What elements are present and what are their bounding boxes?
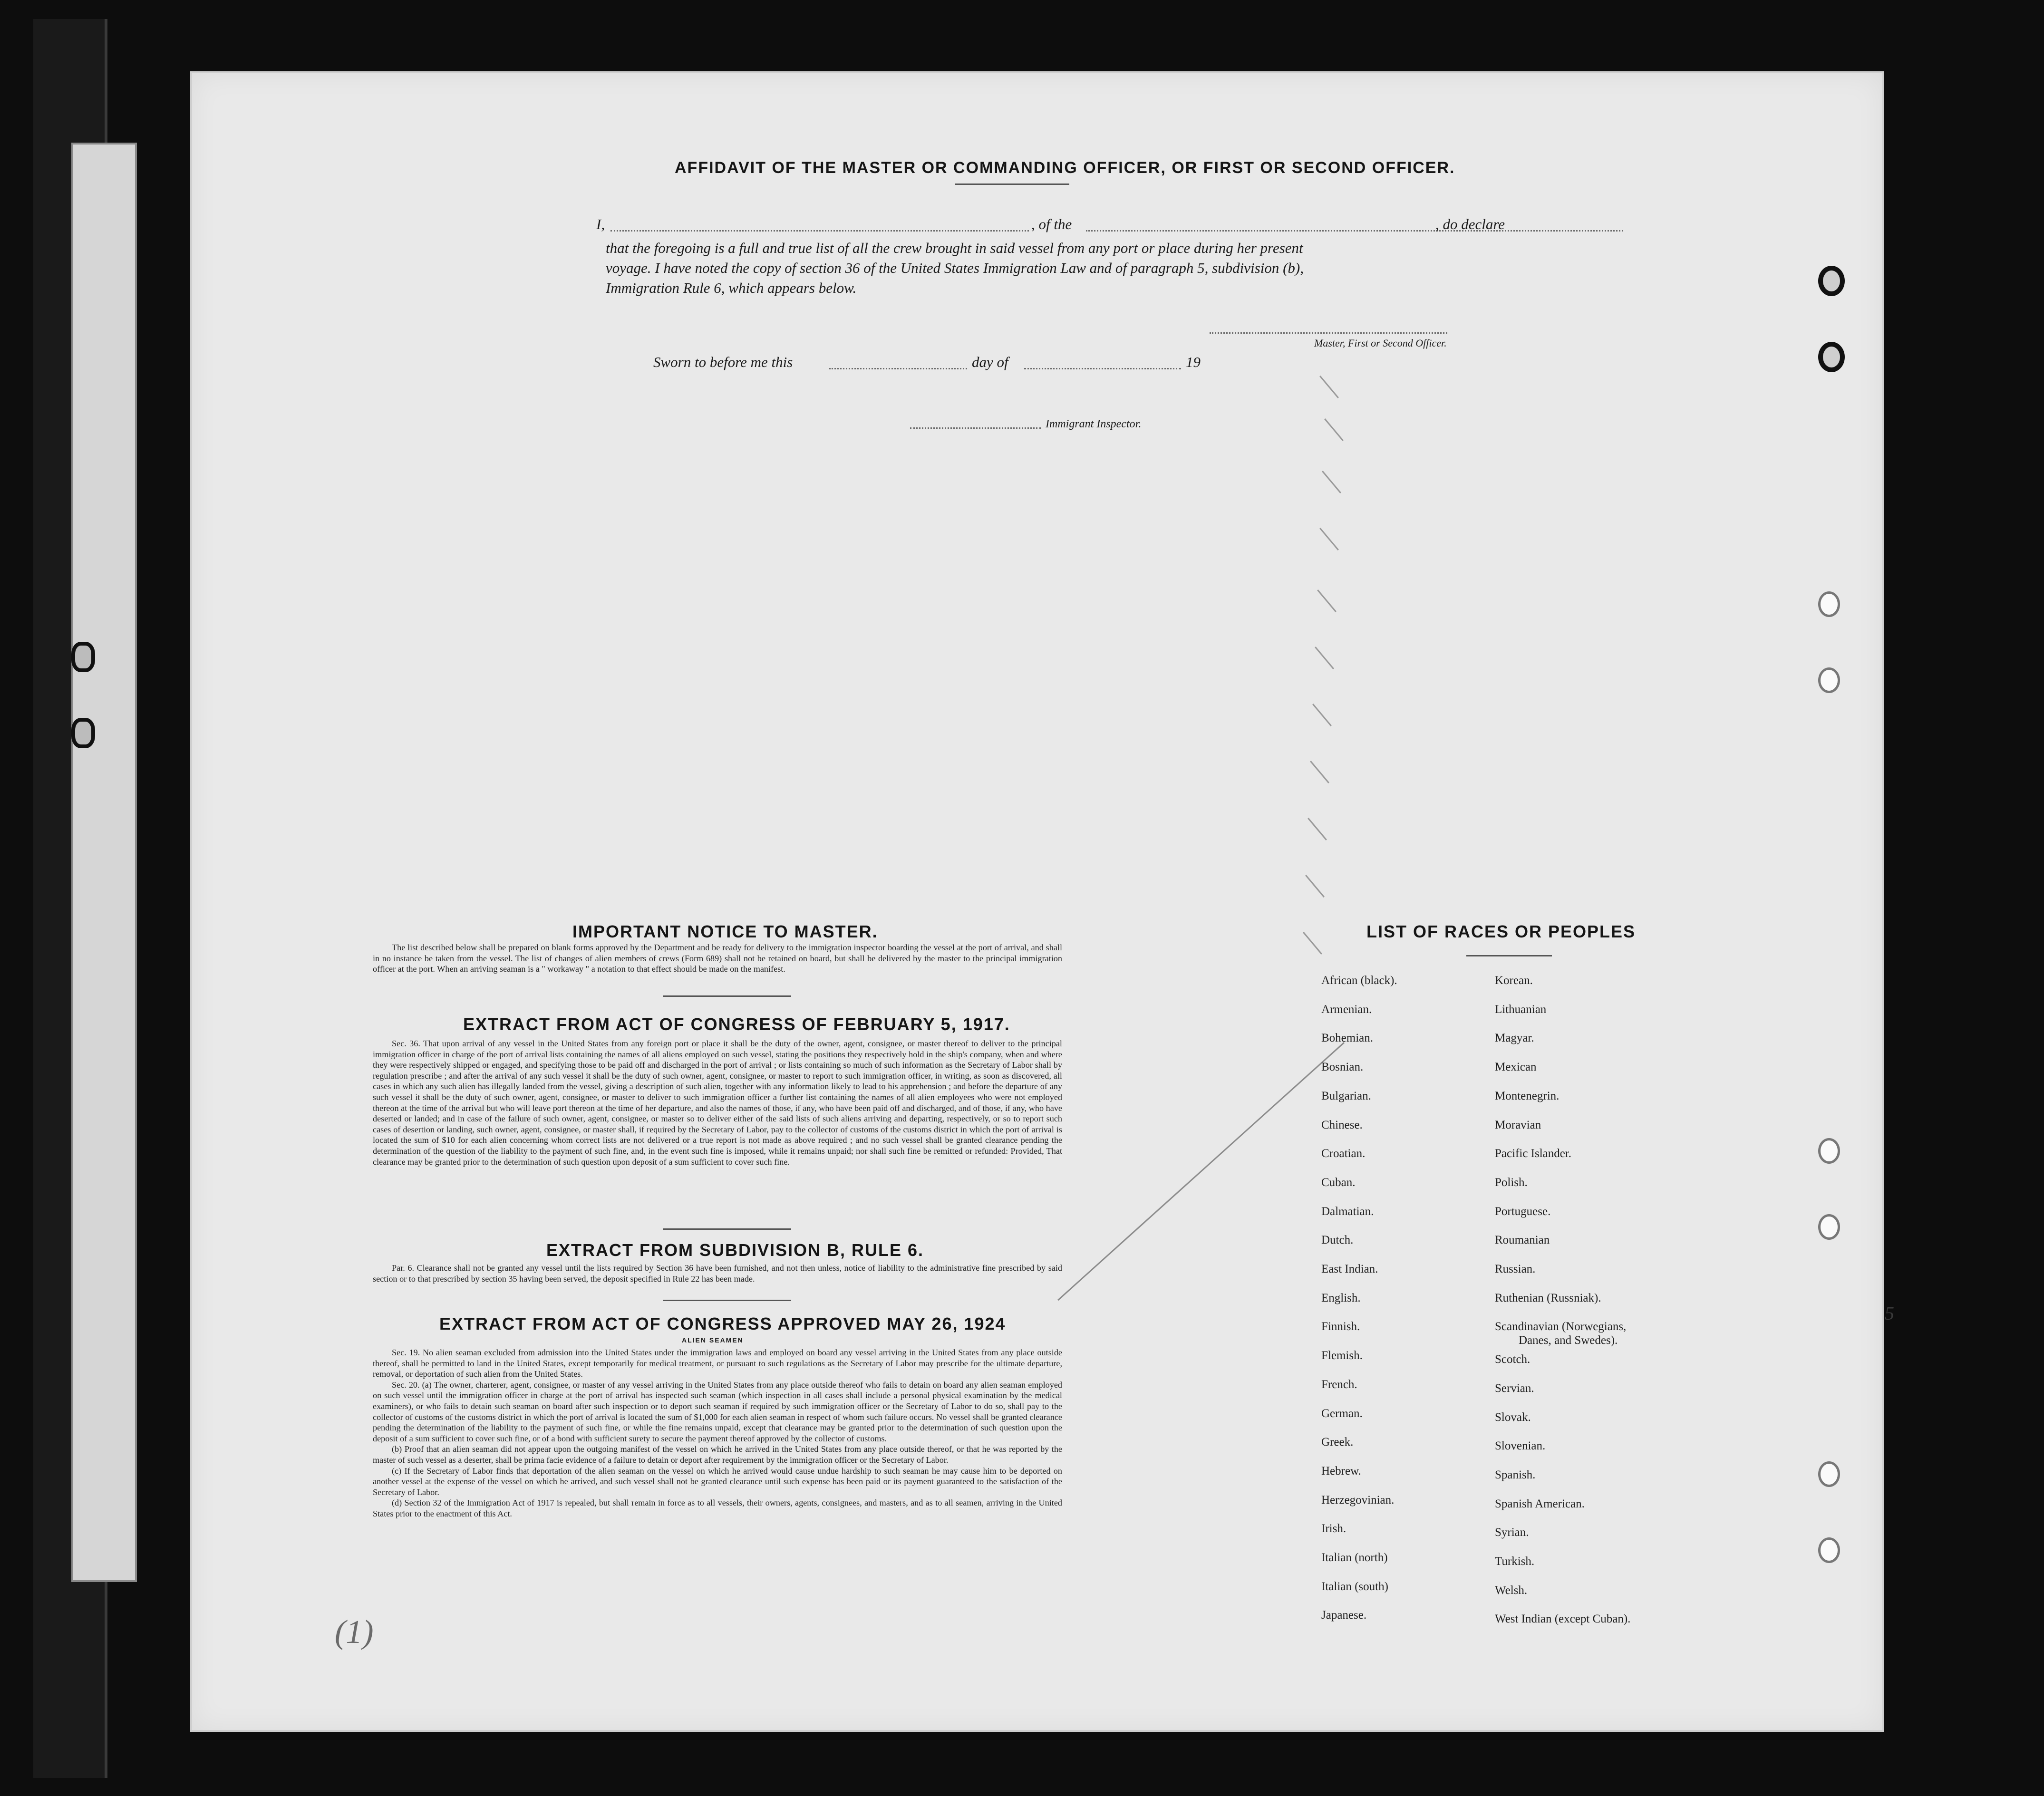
race-item-left: Italian (north): [1321, 1551, 1388, 1564]
race-item-left: Dalmatian.: [1321, 1205, 1374, 1218]
notice-text: [373, 942, 1062, 975]
punch-hole: [1818, 266, 1845, 296]
race-item-left: Japanese.: [1321, 1609, 1367, 1622]
race-item-right: Montenegrin.: [1495, 1089, 1560, 1102]
vessel-field-line: [1086, 230, 1623, 232]
inspector-signature-line: [910, 427, 1041, 429]
sec20a-paragraph: Sec. 20. (a) The owner, charterer, agent, consignee, or master of any vessel arriving in the United States from any place outside thereof who fails to detain on board any alien seaman employed on such vessel until the immigration officer in charge at the port of arrival has inspected such seaman (which inspection in all cases shall include a personal physical examination by the medical examiners), or who fails to detain such seaman on board after such inspection or to deport such seaman if required by such immigration officer or the Secretary of Labor to do so, shall pay to the collector of customs of the customs district in which the port of arrival is located the sum of $1,000 for each alien seaman in respect of whom such failure occurs. No vessel shall be granted clearance pending the determination of the liability to the payment of such fine, or while the fine remains unpaid, except that clearance may be granted prior to the determination of such question upon the deposit of a sum sufficient to cover such fine, or of a bond with sufficient surety to secure the payment thereof approved by the collector of customs.: [373, 1380, 1062, 1443]
race-item-left: East Indian.: [1321, 1263, 1378, 1275]
race-item-right: Korean.: [1495, 974, 1533, 987]
pencil-mark: [1310, 761, 1329, 783]
affidavit-statement-line-1: that the foregoing is a full and true list of all the crew brought in said vessel from any port or place during her present: [606, 240, 1303, 256]
pencil-mark: [1319, 528, 1339, 550]
punch-hole: [1818, 1461, 1840, 1487]
punch-hole: [1818, 1214, 1840, 1240]
extract-1924-text: [373, 1347, 1062, 1519]
punch-hole: [1818, 1138, 1840, 1164]
pencil-mark: [1305, 875, 1325, 898]
race-item-left: Irish.: [1321, 1522, 1347, 1535]
race-item-left: French.: [1321, 1378, 1357, 1391]
race-item-right: Syrian.: [1495, 1526, 1529, 1539]
name-field-line: [610, 230, 1029, 232]
race-item-left: German.: [1321, 1407, 1363, 1420]
pencil-mark: [1319, 376, 1339, 398]
pencil-mark: [1324, 418, 1344, 441]
title-rule: [955, 183, 1069, 185]
sec20b-paragraph: (b) Proof that an alien seaman did not appear upon the outgoing manifest of the vessel on which he arrived in the United States from any place outside thereof, or that he was reported by the master of such vessel as a deserter, shall be prima facie evidence of a failure to detain or deport after requirement by the immigration officer or the Secretary of Labor.: [373, 1444, 1062, 1465]
race-item-left: Cuban.: [1321, 1176, 1356, 1189]
pencil-mark: [1308, 818, 1327, 840]
race-item-right: Russian.: [1495, 1263, 1536, 1275]
sworn-day-line: [829, 368, 967, 369]
extract-1917-text: [373, 1038, 1062, 1167]
sworn-year-prefix: 19: [1186, 354, 1201, 370]
race-item-left: Italian (south): [1321, 1580, 1388, 1593]
race-item-right: Slovak.: [1495, 1410, 1531, 1424]
race-item-left: English.: [1321, 1291, 1361, 1304]
par6-paragraph: Par. 6. Clearance shall not be granted any vessel until the lists required by Section 36 have been furnished, and not then unless, notice of liability to the administrative fine prescribed by said section or to that prescribed by section 35 having been served, the deposit specified in Rule 22 has been made.: [373, 1263, 1062, 1284]
race-item-right: Polish.: [1495, 1176, 1528, 1189]
race-item-left: Bosnian.: [1321, 1061, 1364, 1074]
race-item-right: Slovenian.: [1495, 1439, 1546, 1453]
race-scandinavian-continued: Danes, and Swedes).: [1519, 1334, 1618, 1347]
race-item-left: Bulgarian.: [1321, 1089, 1371, 1102]
race-item-right: Mexican: [1495, 1061, 1537, 1074]
section-rule: [663, 995, 791, 997]
pencil-mark: [1315, 647, 1334, 669]
master-signature-label: Master, First or Second Officer.: [1314, 337, 1447, 349]
race-item-left: Chinese.: [1321, 1118, 1363, 1131]
extract-1917-title: EXTRACT FROM ACT OF CONGRESS OF FEBRUARY 5, 1917.: [463, 1014, 1010, 1034]
race-item-left: Herzegovinian.: [1321, 1493, 1395, 1506]
sec19-paragraph: Sec. 19. No alien seaman excluded from admission into the United States under the immigration laws and employed on board any vessel arriving in the United States from any place outside thereof, shall be permitted to land in the United States, except temporarily for medical treatment, or pursuant to such regulations as the Secretary of Labor may prescribe for the ultimate departure, removal, or deportation of such alien from the United States.: [373, 1348, 1062, 1379]
race-item-left: Armenian.: [1321, 1003, 1372, 1016]
race-item-left: African (black).: [1321, 974, 1397, 987]
race-item-left: Finnish.: [1321, 1320, 1360, 1333]
race-item-left: Dutch.: [1321, 1234, 1354, 1247]
race-item-right: Spanish American.: [1495, 1497, 1585, 1510]
margin-note-right: 5: [1885, 1303, 1894, 1324]
binder-hole: [71, 642, 95, 672]
race-item-left: Hebrew.: [1321, 1464, 1361, 1477]
sec36-paragraph: Sec. 36. That upon arrival of any vessel in the United States from any foreign port or place it shall be the duty of the owner, agent, consignee, or master thereof to deliver to the principal immigration officer in charge of the port of arrival lists containing the names of all aliens employed on such vessel, stating the positions they respectively hold in the ship's company, when and where they were respectively shipped or engaged, and specifying those to be paid off and discharged in the port of arrival ; or lists containing so much of such information as the Secretary of Labor shall by regulation prescribe ; and after the arrival of any such vessel it shall be the duty of such owner, agent, consignee, or master to report to such immigration officer, in writing, as soon as discovered, all cases in which any such alien has illegally landed from the vessel, giving a description of such alien, together with any information likely to lead to his apprehension ; and before the departure of any such vessel it shall be the duty of such owner, agent, consignee, or master to deliver to such immigration officer a further list containing the names of all alien employees who were not employed thereon at the time of the arrival but who will leave port thereon at the time of her departure, and also the names of those, if any, who have been paid off and discharged, and of those, if any, who have deserted or landed; and in case of the failure of such owner, agent, consignee, or master so to deliver either of the said lists of such aliens arriving and departing, respectively, or so to report such cases of desertion or landing, such owner, agent, consignee, or master shall, if required by the Secretary of Labor, pay to the collector of customs of the customs district in which the port of arrival is located the sum of $10 for each alien concerning whom correct lists are not delivered or a true report is not made as above required ; and no such vessel shall be granted clearance pending the determination of the question of the liability to the payment of such fine, and, in the event such fine is imposed, while it remains unpaid; nor shall such fine be remitted or refunded: Provided, That clearance may be granted prior to the determination of such question upon deposit of a sum sufficient to cover such fine.: [373, 1039, 1062, 1167]
sworn-label: Sworn to before me this: [653, 354, 793, 370]
binder-hole: [71, 718, 95, 748]
affidavit-statement-line-2: voyage. I have noted the copy of section 36 of the United States Immigration Law and of paragraph 5, subdivision (b),: [606, 260, 1304, 276]
races-title: LIST OF RACES OR PEOPLES: [1366, 922, 1636, 941]
punch-hole: [1818, 1537, 1840, 1563]
master-signature-line: [1210, 332, 1447, 334]
extract-rule6-text: [373, 1263, 1062, 1284]
race-item-right: Spanish.: [1495, 1468, 1536, 1481]
affidavit-of-the-label: , of the: [1031, 216, 1072, 232]
notice-title: IMPORTANT NOTICE TO MASTER.: [572, 922, 878, 941]
race-item-right: Magyar.: [1495, 1032, 1534, 1045]
race-item-right: Roumanian: [1495, 1234, 1550, 1247]
section-rule: [663, 1228, 791, 1230]
extract-1924-title: EXTRACT FROM ACT OF CONGRESS APPROVED MAY 26, 1924: [439, 1314, 1006, 1333]
race-item-left: Bohemian.: [1321, 1032, 1374, 1045]
race-item-right: Scotch.: [1495, 1353, 1531, 1366]
form-sheet: [190, 71, 1894, 1732]
race-item-right: Portuguese.: [1495, 1205, 1551, 1218]
sworn-month-line: [1024, 368, 1181, 369]
pencil-mark: [1303, 932, 1322, 955]
race-item-right: Welsh.: [1495, 1584, 1528, 1597]
affidavit-do-declare-label: , do declare: [1435, 216, 1505, 232]
pencil-mark: [1317, 589, 1337, 612]
inspector-label: Immigrant Inspector.: [1046, 418, 1142, 430]
affidavit-statement-line-3: Immigration Rule 6, which appears below.: [606, 280, 857, 296]
punch-hole: [1818, 591, 1840, 617]
notice-paragraph: The list described below shall be prepared on blank forms approved by the Department and be ready for delivery to the immigration inspector boarding the vessel at the port of arrival, and shall in no instance be taken from the vessel. The list of changes of alien members of crews (Form 689) shall not be retained on board, but shall be delivered by the master to the principal immigration officer at the port. When an arriving seaman is a " workaway " a notation to that effect should be made on the manifest.: [373, 943, 1062, 974]
section-rule: [663, 1300, 791, 1301]
binder-card: [71, 143, 137, 1582]
margin-note-bottom-left: (1): [335, 1614, 374, 1651]
race-item-left: Flemish.: [1321, 1349, 1363, 1362]
race-item-right: Scandinavian (Norwegians,: [1495, 1320, 1627, 1333]
affidavit-title: AFFIDAVIT OF THE MASTER OR COMMANDING OFFICER, OR FIRST OR SECOND OFFICER.: [675, 159, 1455, 177]
sec20d-paragraph: (d) Section 32 of the Immigration Act of 1917 is repealed, but shall remain in force as to all vessels, their owners, agents, consignees, and masters, and as to all seamen, arriving in the United States prior to the enactment of this Act.: [373, 1498, 1062, 1518]
race-item-right: Ruthenian (Russniak).: [1495, 1291, 1601, 1304]
races-rule: [1466, 955, 1552, 956]
pencil-mark: [1312, 704, 1332, 726]
sec20c-paragraph: (c) If the Secretary of Labor finds that deportation of the alien seaman on the vessel on which he arrived would cause undue hardship to such seaman he may cause him to be deported on another vessel at the expense of the vessel on which he arrived, and such vessel shall not be granted clearance until such expense has been paid or its payment guaranteed to the satisfaction of the Secretary of Labor.: [373, 1466, 1062, 1497]
pencil-mark: [1322, 471, 1341, 493]
punch-hole: [1818, 667, 1840, 693]
race-item-right: Pacific Islander.: [1495, 1147, 1572, 1160]
extract-rule6-title: EXTRACT FROM SUBDIVISION B, RULE 6.: [546, 1240, 924, 1260]
extract-1924-subtitle: ALIEN SEAMEN: [682, 1336, 744, 1344]
affidavit-i-label: I,: [596, 216, 605, 232]
race-item-left: Croatian.: [1321, 1147, 1366, 1160]
race-item-right: Turkish.: [1495, 1555, 1535, 1568]
sworn-day-of-label: day of: [972, 354, 1008, 370]
punch-hole: [1818, 342, 1845, 372]
race-item-right: West Indian (except Cuban).: [1495, 1613, 1631, 1626]
race-item-right: Servian.: [1495, 1381, 1534, 1395]
race-item-left: Greek.: [1321, 1436, 1354, 1449]
pencil-diagonal: [1057, 1042, 1345, 1301]
race-item-right: Moravian: [1495, 1118, 1541, 1131]
race-item-right: Lithuanian: [1495, 1003, 1547, 1016]
